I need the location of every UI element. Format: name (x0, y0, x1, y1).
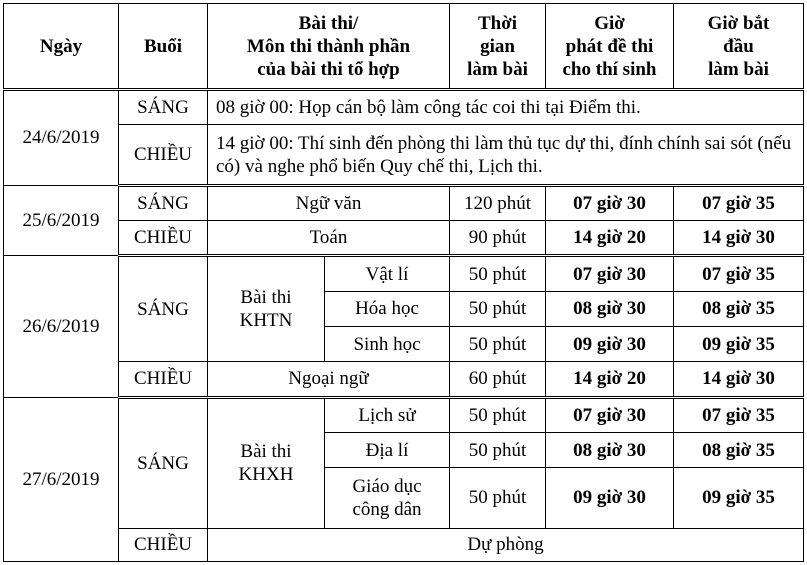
header-duration-line: làm bài (467, 58, 528, 80)
date-cell: 25/6/2019 (4, 185, 119, 256)
session-cell: SÁNG (119, 397, 208, 528)
group-label-line: KHTN (239, 310, 293, 332)
notice-cell: 14 giờ 00: Thí sinh đến phòng thi làm thủ tục dự thi, đính chính sai sót (nếu có) và nghe phổ biến Quy chế thi, Lịch thi. (208, 125, 804, 186)
header-subject-line: Bài thi/ (298, 12, 359, 34)
release-time-cell: 08 giờ 30 (546, 291, 674, 326)
start-time-cell: 09 giờ 35 (674, 468, 804, 529)
duration-cell: 50 phút (450, 256, 546, 291)
duration-cell: 50 phút (450, 397, 546, 432)
subject-cell (325, 468, 450, 529)
group-cell (208, 256, 325, 362)
session-cell: CHIỀU (119, 221, 208, 256)
header-subject-line: Môn thi thành phần (246, 35, 411, 57)
header-duration-line: Thời (477, 12, 518, 34)
header-release-time (546, 4, 674, 90)
session-cell: SÁNG (119, 185, 208, 220)
release-time-cell: 08 giờ 30 (546, 432, 674, 467)
subject-cell: Địa lí (325, 432, 450, 467)
start-time-cell: 07 giờ 35 (674, 256, 804, 291)
release-time-cell: 09 giờ 30 (546, 326, 674, 361)
table-row (4, 397, 804, 432)
header-start-line: làm bài (708, 58, 769, 80)
subject-cell: Hóa học (325, 291, 450, 326)
notice-cell: 08 giờ 00: Họp cán bộ làm công tác coi thi tại Điểm thi. (208, 90, 804, 125)
header-release-line: cho thí sinh (562, 58, 657, 80)
table-row (4, 362, 804, 397)
header-release-line: phát đề thi (565, 35, 654, 57)
date-cell: 27/6/2019 (4, 397, 119, 561)
subject-cell: Toán (208, 221, 450, 256)
release-time-cell: 09 giờ 30 (546, 468, 674, 529)
start-time-cell: 08 giờ 35 (674, 432, 804, 467)
start-time-cell: 14 giờ 30 (674, 221, 804, 256)
subject-cell: Lịch sử (325, 397, 450, 432)
start-time-cell: 14 giờ 30 (674, 362, 804, 397)
duration-cell: 60 phút (450, 362, 546, 397)
release-time-cell: 14 giờ 20 (546, 362, 674, 397)
session-cell: SÁNG (119, 256, 208, 362)
header-release-line: Giờ (594, 12, 625, 34)
release-time-cell: 07 giờ 30 (546, 185, 674, 220)
subject-cell: Sinh học (325, 326, 450, 361)
header-start-line: Giờ bắt (707, 12, 770, 34)
table-row (4, 256, 804, 291)
header-row (4, 4, 804, 90)
header-duration-line: gian (480, 35, 515, 57)
group-cell (208, 397, 325, 528)
session-cell: SÁNG (119, 90, 208, 125)
start-time-cell: 07 giờ 35 (674, 185, 804, 220)
start-time-cell: 09 giờ 35 (674, 326, 804, 361)
exam-schedule-table (3, 3, 804, 562)
duration-cell: 120 phút (450, 185, 546, 220)
session-cell: CHIỀU (119, 125, 208, 186)
table-row (4, 90, 804, 125)
subject-cell: Vật lí (325, 256, 450, 291)
start-time-cell: 07 giờ 35 (674, 397, 804, 432)
release-time-cell: 14 giờ 20 (546, 221, 674, 256)
group-label-line: Bài thi (240, 441, 292, 463)
release-time-cell: 07 giờ 30 (546, 256, 674, 291)
duration-cell: 50 phút (450, 326, 546, 361)
date-cell: 24/6/2019 (4, 90, 119, 186)
table-row (4, 528, 804, 561)
table-row (4, 125, 804, 186)
date-cell: 26/6/2019 (4, 256, 119, 397)
header-date: Ngày (4, 4, 119, 90)
header-subject (208, 4, 450, 90)
subject-line: công dân (352, 498, 422, 520)
group-label-line: KHXH (238, 464, 294, 486)
duration-cell: 90 phút (450, 221, 546, 256)
table-row (4, 221, 804, 256)
duration-cell: 50 phút (450, 291, 546, 326)
group-label-line: Bài thi (240, 287, 292, 309)
header-start-time (674, 4, 804, 90)
duration-cell: 50 phút (450, 468, 546, 529)
table-row (4, 185, 804, 220)
header-subject-line: của bài thi tổ hợp (257, 58, 400, 80)
header-duration (450, 4, 546, 90)
subject-cell: Ngoại ngữ (208, 362, 450, 397)
subject-cell: Ngữ văn (208, 185, 450, 220)
header-start-line: đầu (723, 35, 754, 57)
header-session: Buổi (119, 4, 208, 90)
notice-cell: Dự phòng (208, 528, 804, 561)
session-cell: CHIỀU (119, 362, 208, 397)
start-time-cell: 08 giờ 35 (674, 291, 804, 326)
subject-line: Giáo dục (352, 475, 422, 497)
duration-cell: 50 phút (450, 432, 546, 467)
release-time-cell: 07 giờ 30 (546, 397, 674, 432)
session-cell: CHIỀU (119, 528, 208, 561)
